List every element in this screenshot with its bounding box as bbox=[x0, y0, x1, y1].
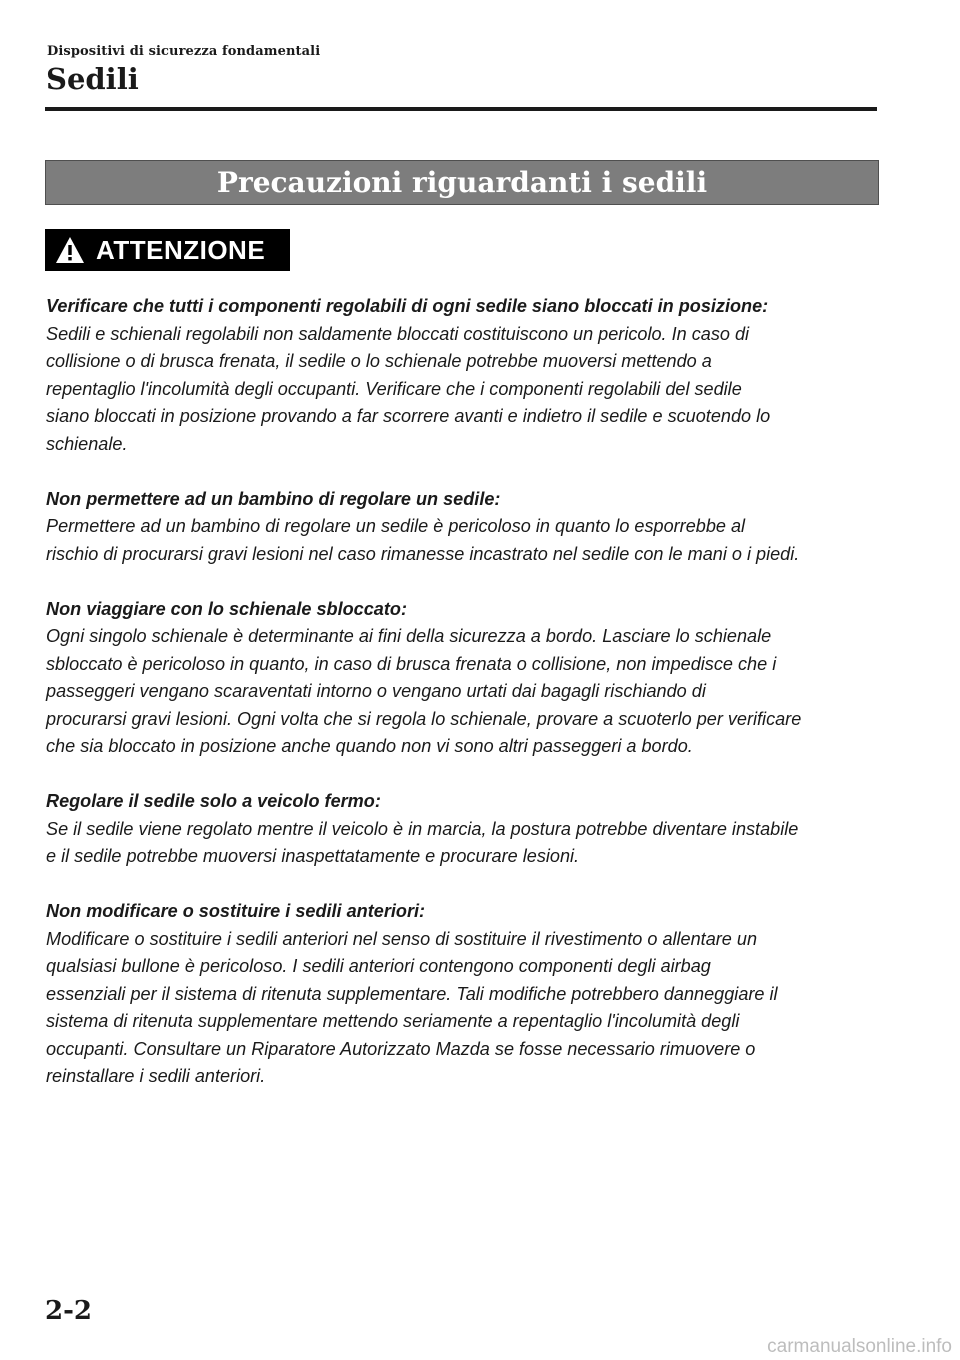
page-title: Sedili bbox=[46, 62, 139, 96]
warning-body-line: Permettere ad un bambino di regolare un sedile è pericoloso in quanto lo esporrebbe al bbox=[46, 516, 746, 536]
warning-body-line: procurarsi gravi lesioni. Ogni volta che si regola lo schienale, provare a scuoterlo per verificare bbox=[46, 708, 802, 729]
warning-block bbox=[46, 293, 886, 458]
warning-body-line: sbloccato è pericoloso in quanto, in caso di brusca frenata o collisione, non impedisce che i bbox=[46, 653, 777, 674]
page-number: 2-2 bbox=[45, 1296, 92, 1326]
warning-heading: Regolare il sedile solo a veicolo fermo: bbox=[46, 791, 381, 811]
warning-body-line: essenziali per il sistema di ritenuta supplementare. Tali modifiche potrebbero danneggiare il bbox=[46, 983, 778, 1004]
warning-body-line: reinstallare i sedili anteriori. bbox=[46, 1066, 266, 1086]
warning-body-line: rischio di procurarsi gravi lesioni nel caso rimanesse incastrato nel sedile con le mani o i piedi. bbox=[46, 543, 800, 564]
warning-body-line: che sia bloccato in posizione anche quando non vi sono altri passeggeri a bordo. bbox=[46, 736, 693, 756]
warning-badge-label: ATTENZIONE bbox=[96, 234, 266, 265]
warning-heading: Non viaggiare con lo schienale sbloccato: bbox=[46, 598, 407, 619]
watermark: carmanualsonline.info bbox=[767, 1336, 952, 1357]
warning-body-line: Sedili e schienali regolabili non saldamente bloccati costituiscono un pericolo. In caso di bbox=[46, 323, 750, 344]
warning-body-line: Modificare o sostituire i sedili anteriori nel senso di sostituire il rivestimento o allentare un bbox=[46, 928, 758, 949]
section-banner bbox=[45, 160, 879, 205]
warning-body-line: sistema di ritenuta supplementare mettendo seriamente a repentaglio l'incolumità degli bbox=[46, 1011, 740, 1031]
warning-body-line: Se il sedile viene regolato mentre il veicolo è in marcia, la postura potrebbe diventare instabile bbox=[46, 818, 799, 839]
warning-body-line: collisione o di brusca frenata, il sedile o lo schienale potrebbe muoversi mettendo a bbox=[46, 351, 712, 371]
warning-heading: Non modificare o sostituire i sedili anteriori: bbox=[46, 901, 426, 921]
warning-heading: Non permettere ad un bambino di regolare un sedile: bbox=[46, 488, 501, 509]
warning-triangle-icon bbox=[54, 235, 86, 265]
warnings-content bbox=[46, 293, 886, 1118]
warning-body-line: schienale. bbox=[46, 433, 128, 454]
warning-block bbox=[46, 486, 886, 569]
banner-title: Precauzioni riguardanti i sedili bbox=[216, 166, 708, 199]
warning-body-line: e il sedile potrebbe muoversi inaspettatamente e procurare lesioni. bbox=[46, 846, 580, 866]
title-divider bbox=[45, 107, 877, 111]
warning-body-line: repentaglio l'incolumità degli occupanti. Verificare che i componenti regolabili del sedile bbox=[46, 378, 742, 399]
warning-block bbox=[46, 788, 886, 871]
warning-body-line: Ogni singolo schienale è determinante ai fini della sicurezza a bordo. Lasciare lo schienale bbox=[46, 626, 772, 646]
warning-body-line: occupanti. Consultare un Riparatore Autorizzato Mazda se fosse necessario rimuovere o bbox=[46, 1038, 756, 1059]
warning-heading: Verificare che tutti i componenti regolabili di ogni sedile siano bloccati in posizione: bbox=[46, 296, 769, 316]
warning-body-line: siano bloccati in posizione provando a far scorrere avanti e indietro il sedile e scuotendo lo bbox=[46, 406, 771, 426]
section-label: Dispositivi di sicurezza fondamentali bbox=[47, 44, 321, 59]
warning-body-line: qualsiasi bullone è pericoloso. I sedili anteriori contengono componenti degli airbag bbox=[46, 956, 711, 976]
warning-badge bbox=[45, 229, 290, 271]
warning-body-line: passeggeri vengano scaraventati intorno o vengano urtati dai bagagli rischiando di bbox=[46, 681, 706, 701]
warning-block bbox=[46, 898, 886, 1091]
warning-block bbox=[46, 596, 886, 761]
